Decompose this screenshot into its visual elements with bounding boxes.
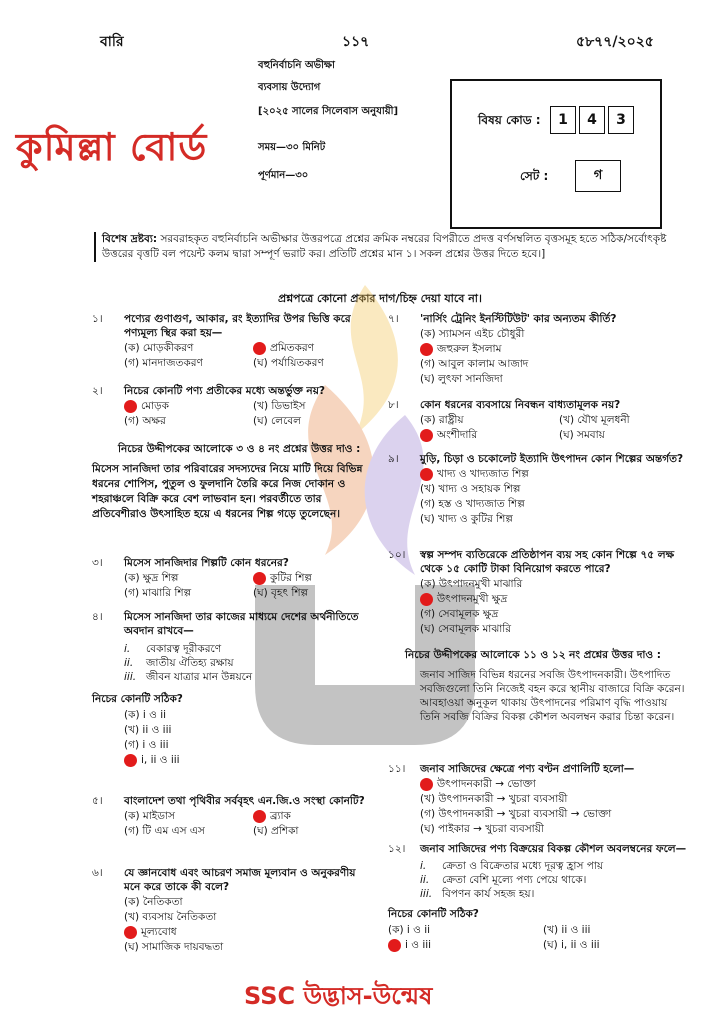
option[interactable]: (খ) ii ও iii (543, 924, 591, 936)
question-8 (388, 398, 688, 442)
question-number: ১। (92, 313, 103, 325)
question-3 (92, 556, 372, 600)
option[interactable]: (খ) ডিভাইস (253, 400, 306, 412)
option[interactable]: (খ) যৌথ মূলধনী (559, 414, 630, 426)
option[interactable]: (গ) হস্ত ও খাদ্যজাত শিল্প (420, 498, 525, 510)
option[interactable]: (ক) উৎপাদনমুখী মাঝারি (420, 578, 523, 590)
passage-text: মিসেস সানজিদা তার পরিবারের সদস্যদের নিয়ে মাটি দিয়ে বিভিন্ন ধরনের শোপিস, পুতুল ও ফুলদানি তৈরি করে নিজ দোকান ও শহরাঞ্চলে বিক্রি করে বেশ লাভবান হন। পরবর্তীতে তার প্রতিবেশীরাও উৎসাহিত হয়ে এ ধরনের শিল্প গড়ে তুলেছেন। (92, 463, 363, 520)
code-digit: 1 (550, 106, 576, 134)
filled-bubble-icon (388, 939, 401, 952)
option[interactable]: (গ) সেবামূলক ক্ষুদ্র (420, 608, 499, 620)
question-number: ৭। (388, 313, 399, 325)
question-text: মিসেস সানজিদার শিল্পটি কোন ধরনের? (124, 557, 289, 569)
question-text: নিচের কোনটি পণ্য প্রতীকের মধ্যে অন্তর্ভুক্ত নয়? (124, 385, 325, 397)
option[interactable]: (গ) অক্ষর (124, 415, 166, 427)
question-text: মুড়ি, চিড়া ও চকোলেট ইত্যাদি উৎপাদন কোন শিল্পের অন্তর্গত? (420, 453, 684, 465)
question-text: কোন ধরনের ব্যবসায়ে নিবন্ধন বাধ্যতামূলক নয়? (420, 399, 621, 411)
question-text: বাংলাদেশ তথা পৃথিবীর সর্ববৃহৎ এন.জি.ও সংস্থা কোনটি? (124, 795, 365, 807)
option[interactable]: (খ) উৎপাদনকারী → খুচরা ব্যবসায়ী (420, 793, 568, 805)
filled-bubble-icon (420, 343, 433, 356)
option-selected[interactable]: মোড়ক (124, 399, 243, 413)
stem-item: ii. জাতীয় ঐতিহ্য রক্ষায় (124, 657, 234, 669)
option[interactable]: (খ) ii ও iii (124, 724, 172, 736)
filled-bubble-icon (253, 342, 266, 355)
option[interactable]: (ঘ) প্রশিকা (253, 825, 299, 837)
option-selected[interactable]: উৎপাদনকারী → ভোক্তা (420, 777, 688, 791)
option-selected[interactable]: মূল্যবোধ (124, 925, 372, 939)
question-12 (388, 842, 688, 952)
question-number: ৮। (388, 399, 399, 411)
filled-bubble-icon (253, 572, 266, 585)
option[interactable]: (ঘ) লেবেল (253, 415, 301, 427)
syllabus-note: [২০২৫ সালের সিলেবাস অনুযায়ী] (258, 106, 399, 117)
question-1 (92, 312, 372, 370)
question-number: ২। (92, 385, 103, 397)
subject-name: ব্যবসায় উদ্যোগ (258, 82, 321, 93)
question-7 (388, 312, 688, 386)
option[interactable]: (ক) মোড়কীকরণ (124, 342, 194, 354)
set-value: গ (575, 160, 621, 192)
option-selected[interactable]: i, ii ও iii (124, 753, 372, 767)
filled-bubble-icon (420, 778, 433, 791)
filled-bubble-icon (124, 754, 137, 767)
option-selected[interactable]: i ও iii (388, 938, 533, 952)
question-2 (92, 384, 372, 428)
option[interactable]: (ক) স্যামসন এইচ চৌধুরী (420, 328, 525, 340)
stem-item: i. ক্রেতা ও বিক্রেতার মধ্যে দূরত্ব হ্রাস পায় (420, 860, 604, 872)
full-marks: পূর্ণমান—৩০ (258, 170, 309, 181)
option[interactable]: (গ) মাঝারি শিল্প (124, 587, 192, 599)
filled-bubble-icon (420, 593, 433, 606)
filled-bubble-icon (124, 400, 137, 413)
option[interactable]: (ক) i ও ii (388, 924, 431, 936)
set-label: সেট : (520, 169, 549, 183)
option[interactable]: (গ) মানদাজতকরণ (124, 357, 203, 369)
option[interactable]: (গ) i ও iii (124, 739, 169, 751)
question-text: যে জ্ঞানবোধ এবং আচরণ সমাজ মূল্যবান ও অনুকরণীয় মনে করে তাকে কী বলে? (124, 867, 356, 893)
stem-item: iii. জীবন যাত্রার মান উন্নয়নে (124, 671, 253, 683)
option-selected[interactable]: জহুরুল ইসলাম (420, 342, 688, 356)
question-ask: নিচের কোনটি সঠিক? (92, 693, 183, 705)
question-9 (388, 452, 688, 526)
question-text: স্বল্প সম্পদ ব্যতিরেকে প্রতিষ্ঠাপন ব্যয় সহ কোন শিল্পে ৭৫ লক্ষ থেকে ১৫ কোটি টাকা বিনিয়োগ করতে পারে? (420, 549, 675, 575)
stem-item: iii. বিপণন কার্য সহজ হয়। (420, 888, 535, 900)
option[interactable]: (গ) উৎপাদনকারী → খুচরা ব্যবসায়ী → ভোক্তা (420, 808, 612, 820)
option[interactable]: (ক) ক্ষুদ্র শিল্প (124, 572, 179, 584)
question-6 (92, 866, 372, 954)
header-left: বারি (100, 34, 124, 50)
instructions-text: সরবরাহকৃত বহুনির্বাচনি অভীক্ষার উত্তরপত্রে প্রশ্নের ক্রমিক নম্বরের বিপরীতে প্রদত্ত বর্ণসম্বলিত বৃত্তসমূহ হতে সঠিক/সর্বোৎকৃষ্ট উত্তরের বৃত্তটি বল পয়েন্ট কলম দ্বারা সম্পূর্ণ ভরাট কর। প্রতিটি প্রশ্নের মান ১। সকল প্রশ্নের উত্তর দিতে হবে।] (102, 233, 667, 260)
option[interactable]: (ঘ) পাইকার → খুচরা ব্যবসায়ী (420, 823, 544, 835)
option[interactable]: (ক) i ও ii (124, 709, 167, 721)
code-digit: 3 (608, 106, 634, 134)
filled-bubble-icon (124, 926, 137, 939)
option-selected[interactable]: খাদ্য ও খাদ্যজাত শিল্প (420, 467, 688, 481)
option[interactable]: (ক) রাষ্ট্রীয় (420, 414, 464, 426)
footer-brand: SSC উদ্ভাস-উন্মেষ (244, 982, 433, 1010)
option-selected[interactable]: অংশীদারি (420, 428, 549, 442)
option[interactable]: (ক) মাইডাস (124, 810, 175, 822)
exam-type: বহুনির্বাচনি অভীক্ষা (258, 60, 335, 71)
question-number: ৫। (92, 795, 103, 807)
subject-code-cells (550, 106, 637, 134)
option-selected[interactable]: উৎপাদনমুখী ক্ষুদ্র (420, 592, 688, 606)
option[interactable]: (ঘ) সমবায় (559, 429, 605, 441)
question-text: মিসেস সানজিদা তার কাজের মাধ্যমে দেশের অর্থনীতিতে অবদান রাখবে— (124, 611, 359, 637)
option-selected[interactable]: কুটির শিল্প (253, 571, 372, 585)
option[interactable]: (গ) আবুল কালাম আজাদ (420, 358, 529, 370)
question-ask: নিচের কোনটি সঠিক? (388, 908, 479, 920)
option[interactable]: (ঘ) খাদ্য ও কুটির শিল্প (420, 513, 513, 525)
option[interactable]: (ক) নৈতিকতা (124, 896, 183, 908)
filled-bubble-icon (253, 810, 266, 823)
subject-code-label: বিষয় কোড : (478, 113, 541, 127)
subject-code-box (450, 79, 662, 229)
question-text: জনাব সাজিদের পণ্য বিক্রয়ের বিকল্প কৌশল অবলম্বনের ফলে— (420, 843, 687, 855)
instructions (94, 232, 698, 262)
option[interactable]: (ঘ) পর্যায়িতকরণ (253, 357, 324, 369)
question-number: ৪। (92, 611, 103, 623)
filled-bubble-icon (420, 468, 433, 481)
question-number: ৯। (388, 453, 399, 465)
question-number: ১০। (388, 549, 406, 561)
question-number: ৩। (92, 557, 103, 569)
code-digit: 4 (579, 106, 605, 134)
question-text: 'নার্সিং ট্রেনিং ইনস্টিটিউট' কার অন্যতম কীর্তি? (420, 313, 617, 325)
board-title: কুমিল্লা বোর্ড (16, 125, 208, 169)
question-4 (92, 610, 372, 767)
option-selected[interactable]: প্রমিতকরণ (253, 341, 372, 355)
option-selected[interactable]: ব্র্যাক (253, 809, 372, 823)
option[interactable]: (গ) টি এম এস এস (124, 825, 205, 837)
question-number: ১১। (388, 763, 406, 775)
option[interactable]: (ঘ) i, ii ও iii (543, 939, 600, 951)
passage-text: জনাব সাজিদ বিভিন্ন ধরনের সবজি উৎপাদনকারী। উৎপাদিত সবজিগুলো তিনি নিজেই বহন করে স্থানীয় বাজারে বিক্রি করেন। আবহাওয়া অনুকূল থাকায় উৎপাদনের পরিমাণ বৃদ্ধি পাওয়ায় তিনি সবজি বিক্রির বিকল্প কৌশল অবলম্বন করার চিন্তা করেন। (420, 669, 685, 723)
time-limit: সময়—৩০ মিনিট (258, 142, 326, 153)
warning: প্রশ্নপত্রে কোনো প্রকার দাগ/চিহ্ন দেয়া যাবে না। (278, 292, 482, 305)
option[interactable]: (ঘ) লুৎফা সানজিদা (420, 373, 503, 385)
option[interactable]: (খ) ব্যবসায় নৈতিকতা (124, 911, 217, 923)
passage-intro: নিচের উদ্দীপকের আলোকে ৩ ও ৪ নং প্রশ্নের উত্তর দাও : (118, 443, 361, 455)
filled-bubble-icon (420, 429, 433, 442)
stem-item: i. বেকারত্ব দূরীকরণে (124, 643, 222, 655)
page-number: ১১৭ (342, 34, 370, 50)
option[interactable]: (খ) খাদ্য ও সহায়ক শিল্প (420, 483, 521, 495)
question-text: জনাব সাজিদের ক্ষেত্রে পণ্য বণ্টন প্রণালিটি হলো— (420, 763, 635, 775)
question-number: ১২। (388, 843, 406, 855)
question-text: পণ্যের গুণাগুণ, আকার, রং ইত্যাদির উপর ভিত্তি করে পণ্যমূল্য স্থির করা হয়— (124, 313, 351, 339)
question-5 (92, 794, 372, 838)
option[interactable]: (ঘ) সামাজিক দায়বদ্ধতা (124, 941, 224, 953)
option[interactable]: (ঘ) সেবামূলক মাঝারি (420, 623, 512, 635)
stem-item: ii. ক্রেতা বেশি মূল্যে পণ্য পেয়ে থাকে। (420, 874, 587, 886)
doc-code: ৫৮৭৭/২০২৫ (576, 34, 654, 50)
instructions-title: বিশেষ দ্রষ্টব্য: (102, 233, 158, 245)
question-11 (388, 762, 688, 836)
option[interactable]: (ঘ) বৃহৎ শিল্প (253, 587, 309, 599)
question-10 (388, 548, 688, 636)
question-number: ৬। (92, 867, 103, 879)
passage-intro: নিচের উদ্দীপকের আলোকে ১১ ও ১২ নং প্রশ্নের উত্তর দাও : (405, 649, 661, 661)
